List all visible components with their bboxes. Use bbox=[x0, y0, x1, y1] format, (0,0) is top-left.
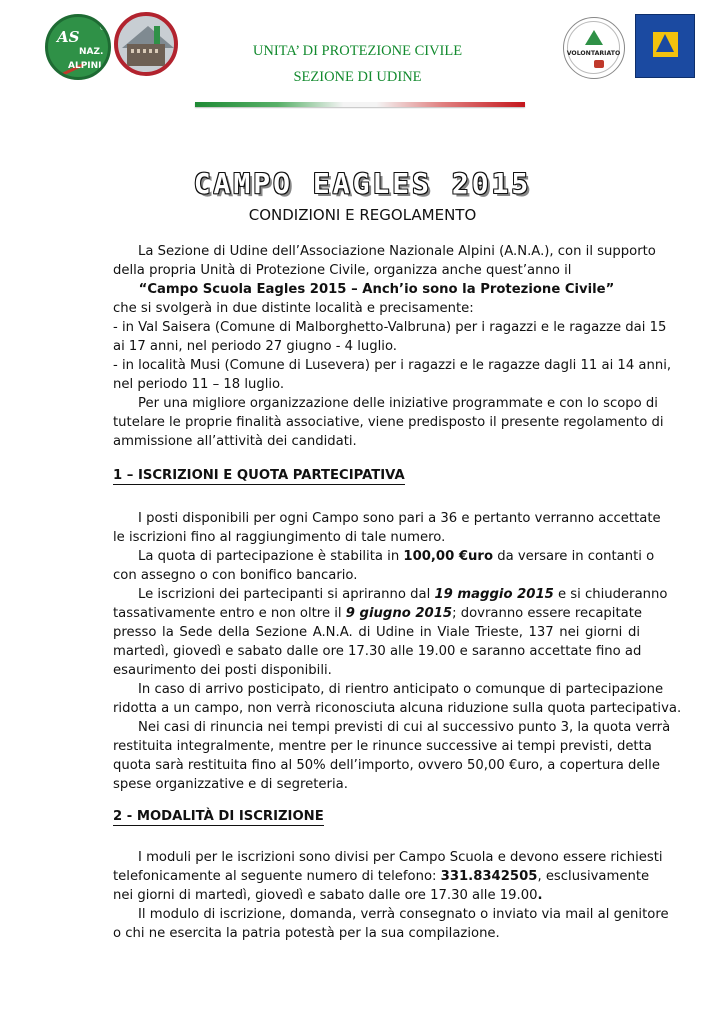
paragraph-line: Il modulo di iscrizione, domanda, verrà consegnato o inviato via mail al genitore bbox=[138, 907, 669, 922]
intro-line: della propria Unità di Protezione Civile, organizza anche quest’anno il bbox=[113, 263, 572, 278]
intro-line: ammissione all’attività dei candidati. bbox=[113, 434, 357, 449]
open-date: 19 maggio 2015 bbox=[434, 587, 554, 602]
page-subtitle: CONDIZIONI E REGOLAMENTO bbox=[248, 206, 477, 224]
intro-line: La Sezione di Udine dell’Associazione Nazionale Alpini (A.N.A.), con il supporto bbox=[138, 244, 656, 259]
intro-line: - in Val Saisera (Comune di Malborghetto-Valbruna) per i ragazzi e le ragazze dai 15 bbox=[113, 320, 667, 335]
ana-alpini-logo: AS ® NAZ. ALPINI bbox=[45, 14, 111, 80]
paragraph-line: spese organizzative e di segreteria. bbox=[113, 777, 348, 792]
paragraph-line: Nei casi di rinuncia nei tempi previsti di cui al successivo punto 3, la quota verrà bbox=[138, 720, 671, 735]
civil-protection-triangle-icon bbox=[656, 34, 674, 52]
camp-name: “Campo Scuola Eagles 2015 – Anch’io sono la Protezione Civile” bbox=[138, 282, 615, 297]
header-unit-title: UNITA’ DI PROTEZIONE CIVILE bbox=[252, 43, 463, 59]
paragraph-line: quota sarà restituita fino al 50% dell’importo, ovvero 50,00 €uro, a copertura delle bbox=[113, 758, 660, 773]
intro-line: che si svolgerà in due distinte località e precisamente: bbox=[113, 301, 474, 316]
phone-number: 331.8342505 bbox=[440, 869, 538, 884]
paragraph-line: Le iscrizioni dei partecipanti si apriranno dal 19 maggio 2015 e si chiuderanno bbox=[138, 587, 668, 602]
paragraph-line: In caso di arrivo posticipato, di rientro anticipato o comunque di partecipazione bbox=[138, 682, 664, 697]
paragraph-line: martedì, giovedì e sabato dalle ore 17.30 alle 19.00 e saranno accettate fino ad bbox=[113, 644, 642, 659]
paragraph-line: I moduli per le iscrizioni sono divisi per Campo Scuola e devono essere richiesti bbox=[138, 850, 663, 865]
section-heading: 1 – ISCRIZIONI E QUOTA PARTECIPATIVA bbox=[113, 468, 405, 483]
paragraph-line: esaurimento dei posti disponibili. bbox=[113, 663, 332, 678]
intro-line: - in località Musi (Comune di Lusevera) per i ragazzi e le ragazze dagli 11 ai 14 anni, bbox=[113, 358, 672, 373]
triangle-icon bbox=[585, 30, 603, 45]
protezione-civile-logo bbox=[635, 14, 695, 78]
intro-line: Per una migliore organizzazione delle iniziative programmate e con lo scopo di bbox=[138, 396, 658, 411]
paragraph-line: telefonicamente al seguente numero di telefono: 331.8342505, esclusivamente bbox=[113, 869, 650, 884]
paragraph-line: tassativamente entro e non oltre il 9 giugno 2015; dovranno essere recapitate bbox=[113, 606, 642, 621]
paragraph-line: le iscrizioni fino al raggiungimento di tale numero. bbox=[113, 530, 446, 545]
intro-line: nel periodo 11 – 18 luglio. bbox=[113, 377, 285, 392]
section-heading: 2 - MODALITÀ DI ISCRIZIONE bbox=[113, 809, 324, 824]
paragraph-line: ridotta a un campo, non verrà riconosciuta alcuna riduzione sulla quota partecipativa. bbox=[113, 701, 682, 716]
building-icon bbox=[127, 44, 165, 66]
paragraph-line: nei giorni di martedì, giovedì e sabato dalle ore 17.30 alle 19.00. bbox=[113, 888, 543, 903]
volontariato-logo: VOLONTARIATO bbox=[563, 17, 625, 79]
paragraph-line: con assegno o con bonifico bancario. bbox=[113, 568, 358, 583]
paragraph-line: o chi ne esercita la patria potestà per la sua compilazione. bbox=[113, 926, 500, 941]
intro-line: tutelare le proprie finalità associative, viene predisposto il presente regolamento di bbox=[113, 415, 664, 430]
udine-section-logo bbox=[114, 12, 178, 76]
close-date: 9 giugno 2015 bbox=[345, 606, 453, 621]
paragraph-line: I posti disponibili per ogni Campo sono pari a 36 e pertanto verranno accettate bbox=[138, 511, 661, 526]
header-section-title: SEZIONE DI UDINE bbox=[293, 69, 422, 85]
paragraph-line: presso la Sede della Sezione A.N.A. di Udine in Viale Trieste, 137 nei giorni di bbox=[113, 625, 640, 640]
fee-amount: 100,00 €uro bbox=[403, 549, 493, 564]
page-title: CAMPO EAGLES 2015 bbox=[193, 167, 532, 200]
intro-line: ai 17 anni, nel periodo 27 giugno - 4 luglio. bbox=[113, 339, 397, 354]
paragraph-line: La quota di partecipazione è stabilita in 100,00 €uro da versare in contanti o bbox=[138, 549, 655, 564]
paragraph-line: restituita integralmente, mentre per le rinunce successive ai tempi previsti, detta bbox=[113, 739, 652, 754]
italian-tricolor-divider bbox=[195, 102, 525, 107]
